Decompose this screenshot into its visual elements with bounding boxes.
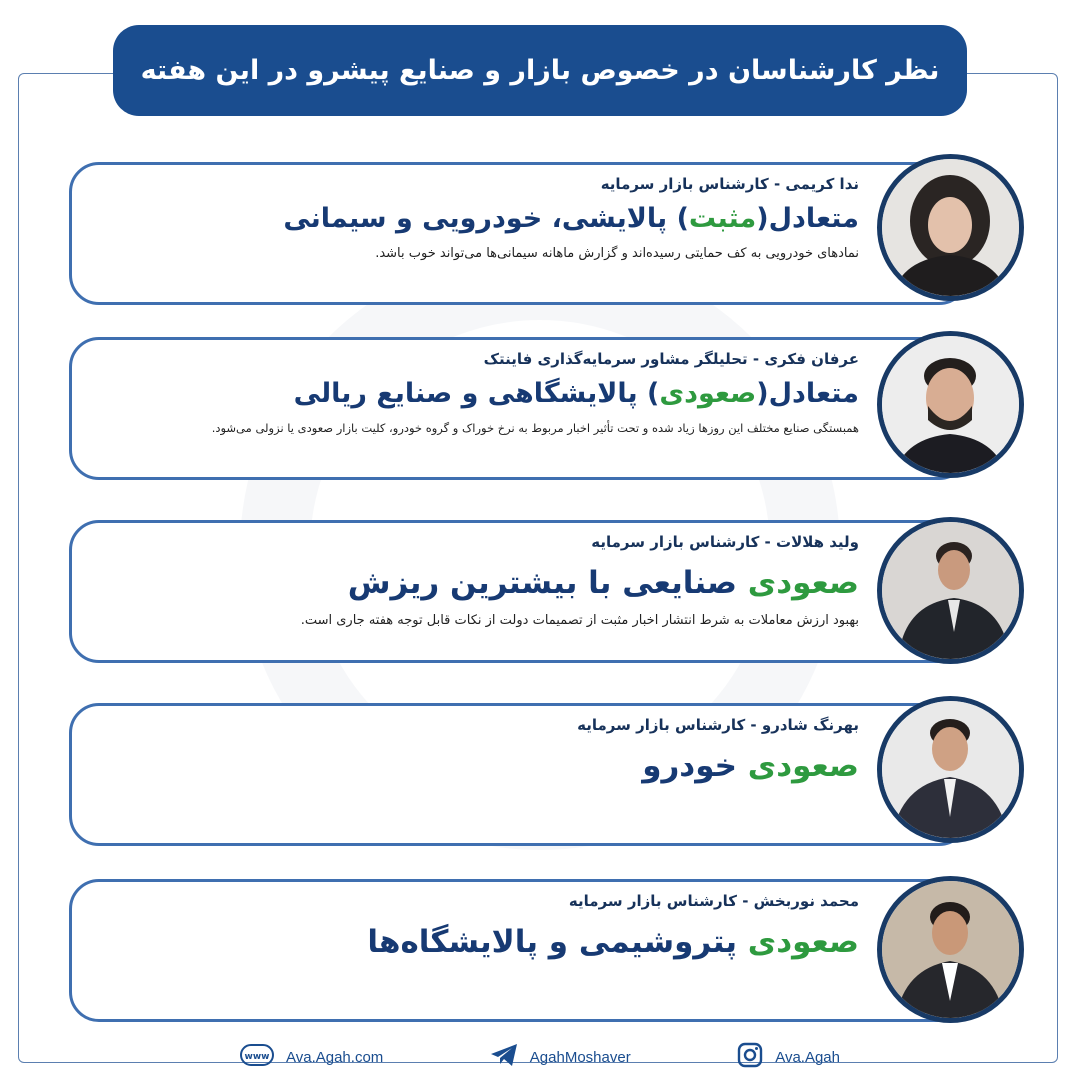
avatar <box>877 876 1024 1023</box>
page-title <box>113 25 967 116</box>
avatar <box>877 331 1024 478</box>
expert-name: ولید هلالات - کارشناس بازار سرمایه <box>591 533 859 551</box>
footer <box>240 1043 840 1071</box>
expert-headline: صعودی پتروشیمی و پالایشگاه‌ها <box>367 924 859 960</box>
www-icon <box>240 1044 274 1070</box>
expert-headline: صعودی خودرو <box>642 748 859 784</box>
expert-headline: متعادل(صعودی) پالایشگاهی و صنایع ریالی <box>293 378 859 409</box>
footer-website[interactable] <box>240 1044 383 1070</box>
footer-telegram[interactable] <box>490 1043 631 1071</box>
expert-card <box>69 703 969 846</box>
telegram-icon <box>490 1043 518 1071</box>
expert-card <box>69 520 969 663</box>
expert-headline: صعودی صنایعی با بیشترین ریزش <box>347 565 859 601</box>
expert-headline: متعادل(مثبت) پالایشی، خودرویی و سیمانی <box>283 203 859 234</box>
page-title-text: نظر کارشناسان در خصوص بازار و صنایع پیشرو در این هفته <box>140 55 940 86</box>
expert-description: بهبود ارزش معاملات به شرط انتشار اخبار مثبت از تصمیمات دولت از نکات قابل توجه هفته جاری است. <box>300 613 859 628</box>
avatar <box>877 517 1024 664</box>
expert-card <box>69 162 969 305</box>
svg-text:www: www <box>244 1052 270 1062</box>
expert-name: بهرنگ شادرو - کارشناس بازار سرمایه <box>577 716 859 734</box>
footer-instagram[interactable] <box>737 1042 840 1072</box>
website-link[interactable]: Ava.Agah.com <box>286 1048 384 1066</box>
instagram-link[interactable]: Ava.Agah <box>775 1048 840 1066</box>
expert-description: نمادهای خودرویی به کف حمایتی رسیده‌اند و گزارش ماهانه سیمانی‌ها می‌تواند خوب باشد. <box>375 246 859 261</box>
expert-card <box>69 337 969 480</box>
instagram-icon <box>737 1042 763 1072</box>
avatar <box>877 154 1024 301</box>
expert-name: ندا کریمی - کارشناس بازار سرمایه <box>600 175 859 193</box>
expert-description: همبستگی صنایع مختلف این روزها زیاد شده و تحت تأثیر اخبار مربوط به نرخ خوراک و گروه خودرو، کلیت بازار صعودی یا نزولی می‌شود. <box>211 421 859 435</box>
expert-card <box>69 879 969 1022</box>
avatar <box>877 696 1024 843</box>
telegram-link[interactable]: AgahMoshaver <box>529 1048 631 1066</box>
expert-name: عرفان فکری - تحلیلگر مشاور سرمایه‌گذاری فاینتک <box>483 350 859 368</box>
expert-name: محمد نوربخش - کارشناس بازار سرمایه <box>568 892 859 910</box>
